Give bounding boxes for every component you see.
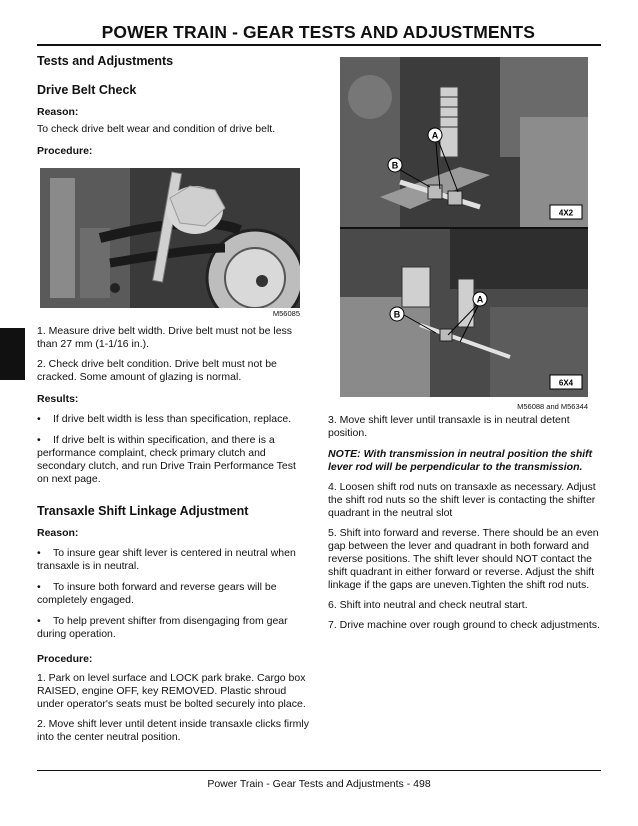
shift-linkage-step: 5. Shift into forward and reverse. There should be an even gap between the lever and quadrant in both forward and reverse positions. The shift lever should NOT contact the shift quadrant in either forward or reverse. Adjust the shift linkage if the gaps are uneven.Tighten the shift rod nuts. (328, 527, 599, 591)
callout-b-top: B (391, 160, 399, 171)
page-title: POWER TRAIN - GEAR TESTS AND ADJUSTMENTS (101, 22, 535, 42)
drive-belt-step: 2. Check drive belt condition. Drive belt must not be cracked. Some amount of glazing is normal. (37, 358, 277, 383)
callout-b-bottom: B (393, 309, 401, 320)
drive-belt-heading: Drive Belt Check (37, 83, 137, 97)
shift-linkage-photos (340, 57, 588, 397)
reason-text: To check drive belt wear and condition of drive belt. (37, 123, 276, 135)
right-column (328, 414, 601, 632)
page-footer: Power Train - Gear Tests and Adjustments - 498 (207, 778, 431, 790)
result-item: • If drive belt width is less than specification, replace. (37, 413, 292, 425)
shift-linkage-step: 3. Move shift lever until transaxle is in neutral detent position. (328, 414, 570, 439)
figure-id-right: M56088 and M56344 (517, 402, 588, 411)
bullet-icon: • (37, 547, 41, 559)
section-heading: Tests and Adjustments (37, 54, 174, 68)
bullet-icon: • (37, 615, 41, 627)
procedure-label: Procedure: (37, 653, 93, 665)
drive-belt-step: 1. Measure drive belt width. Drive belt must not be less than 27 mm (1-1/16 in.). (37, 325, 293, 350)
header-rule (37, 44, 601, 46)
left-column (37, 50, 309, 744)
shift-linkage-heading: Transaxle Shift Linkage Adjustment (37, 504, 249, 518)
shift-linkage-step: 2. Move shift lever until detent inside transaxle clicks firmly into the center neutral position. (37, 718, 309, 743)
results-label: Results: (37, 393, 79, 405)
reason-item: • To insure both forward and reverse gears will be completely engaged. (37, 581, 277, 606)
procedure-label: Procedure: (37, 145, 93, 157)
reason-item: • To insure gear shift lever is centered in neutral when transaxle is in neutral. (37, 547, 296, 572)
result-item: • If drive belt is within specification, and there is a performance complaint, check primary clutch and secondary clutch, and run Drive Train Performance Test on next page. (37, 434, 296, 485)
callout-a-bottom: A (476, 294, 484, 305)
section-tab-marker (0, 328, 25, 380)
bullet-icon: • (37, 434, 41, 446)
shift-linkage-step: 4. Loosen shift rod nuts on transaxle as necessary. Adjust the shift rod nuts so the shift lever is contacting the shifter quadrant in the neutral slot (328, 481, 596, 519)
note-text: NOTE: With transmission in neutral position the shift lever rod will be perpendicular to the transmission. (328, 448, 593, 473)
bullet-icon: • (37, 581, 41, 593)
callout-a-top: A (431, 130, 439, 141)
shift-linkage-step: 7. Drive machine over rough ground to check adjustments. (328, 619, 600, 631)
shift-linkage-step: 6. Shift into neutral and check neutral start. (328, 599, 528, 611)
figure-id-left: M56085 (272, 309, 300, 318)
footer-rule (37, 770, 601, 771)
drive-belt-photo (40, 168, 300, 308)
bullet-icon: • (37, 413, 41, 425)
reason-item: • To help prevent shifter from disengaging from gear during operation. (37, 615, 288, 640)
reason-label: Reason: (37, 527, 79, 539)
photo-tag-4x2: 4X2 (558, 208, 574, 218)
reason-label: Reason: (37, 106, 79, 118)
photo-tag-6x4: 6X4 (558, 378, 574, 388)
shift-linkage-step: 1. Park on level surface and LOCK park brake. Cargo box RAISED, engine OFF, key REMOVED. Plastic shroud under operator's seats must be bolted securely into place. (37, 672, 306, 710)
